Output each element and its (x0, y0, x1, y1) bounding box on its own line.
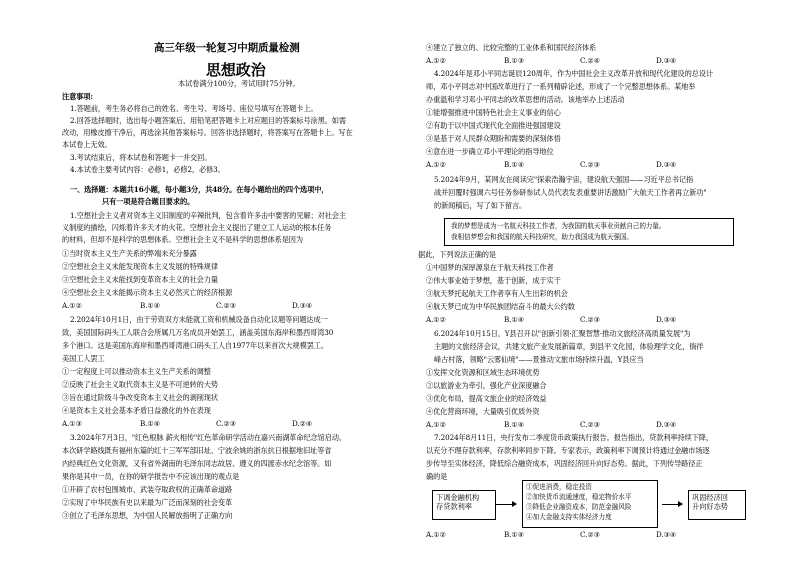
option: ③空想社会主义未能找到变革资本主义的社会力量 (62, 275, 218, 284)
question-text: 主题的文旅经济会议，共建文旅产业发展新篇章，到县平文化园，体验理学文化，徜徉 (434, 342, 704, 351)
notice-line: 3.考试结束后，将本试卷和答题卡一并交回。 (70, 153, 212, 162)
question-text: 6.2024年10月15日，Y县召开以"创新引领·汇聚智慧·推动文旅经济高质量发展"为 (434, 329, 691, 338)
notice-heading: 注意事项: (62, 92, 93, 101)
answer-d: D.③④ (292, 301, 313, 310)
section-heading: 一、选择题：本题共16小题，每小题3分，共48分。在每小题给出的四个选项中， (70, 185, 329, 194)
answer-b: B.①④ (504, 315, 525, 324)
question-text: 确的是 (426, 472, 448, 481)
subject-title: 思想政治 (206, 61, 266, 79)
diagram-step: ①促进消费，稳定投资 (526, 483, 592, 491)
option: ④空想社会主义未能揭示资本主义必然灭亡的经济根源 (62, 288, 233, 297)
answer-c: C.②③ (580, 530, 601, 539)
answer-b: B.①④ (504, 160, 525, 169)
answer-c: C.②③ (580, 160, 601, 169)
answer-b: B.①④ (504, 420, 525, 429)
answer-d: D.③④ (656, 56, 677, 65)
question-text: 1.空想社会主义者对资本主义旧制度的辛辣批判，包含着许多击中要害的见解；对社会主 (70, 211, 346, 220)
notice-line: 改动，用橡皮擦干净后，再选涂其他答案标号。回答非选择题时，将答案写在答题卡上。写在 (62, 128, 353, 137)
question-prompt: 据此，下列说法正确的是 (418, 250, 496, 259)
option: ④意在进一步确立邓小平理论的指导地位 (426, 147, 554, 156)
answer-c: C.②③ (580, 315, 601, 324)
answer-d: D.③④ (656, 530, 677, 539)
quote-line: 我相信梦想会和我国的航天科技研究，助力我国成为航天强国。 (451, 233, 633, 241)
section-heading-2: 只有一项是符合题目要求的。 (102, 197, 195, 206)
question-text: 7.2024年8月11日，央行发布二季度货币政策执行报告。报告指出，贷款利率持续下降， (434, 433, 713, 442)
arrow-icon (496, 504, 516, 505)
answer-a: A.①② (426, 420, 446, 429)
answer-c: C.②④ (580, 56, 601, 65)
option: ②伟大事业始于梦想，基于创新，成于实干 (426, 276, 561, 285)
question-text: 果你是其中一员，在你的研学报告中不应该出现的观点是 (62, 472, 240, 481)
question-text: 的材料，但却不是科学的思想体系。空想社会主义不是科学的思想体系是因为 (62, 235, 303, 244)
answer-b: B.①③ (504, 56, 525, 65)
answer-b: B.①④ (140, 301, 161, 310)
question-text: 多个港口。这是美国东海岸和墨西哥湾港口码头工人自1977年以来首次大规模罢工。 (62, 341, 328, 350)
option: ③创立了毛泽东思想，为中国人民解放指明了正确方向 (62, 511, 233, 520)
option: ②空想社会主义未能发现资本主义发展的特殊规律 (62, 262, 218, 271)
option: ①中国梦的深厚源泉在于航天科技工作者 (426, 263, 554, 272)
diagram-start-line: 下调金融机构 (436, 493, 480, 502)
answer-a: A.①③ (62, 419, 82, 428)
option: ①开辟了农村包围城市、武装夺取政权的正确革命道路 (62, 485, 233, 494)
answer-d: D.③④ (656, 315, 677, 324)
option: ④是资本主义社会基本矛盾日益激化的外在表现 (62, 406, 211, 415)
option: ④优化营商环境，大量吸引优质外资 (426, 407, 540, 416)
answer-c: C.②③ (216, 419, 237, 428)
answer-d: D.③④ (656, 420, 677, 429)
question-text: 义制度的描绘，闪烁着许多天才的火花。空想社会主义提出了建立工人运动的根本任务 (62, 223, 332, 232)
option: ③旨在通过阶级斗争改变资本主义社会的剥削现状 (62, 393, 218, 402)
option: ④建立了独立的、比较完整的工业体系和国民经济体系 (426, 43, 597, 52)
option: ②有助于以中国式现代化全面推进强国建设 (426, 121, 561, 130)
diagram-step: ④加大金融支持实体经济力度 (526, 513, 612, 521)
diagram-start-line: 存贷款利率 (436, 502, 472, 511)
question-text: 战并回覆时强调六号任务参研参试人员代表发表重要讲话激励广大航天工作者再立新功" (434, 188, 707, 197)
answer-c: C.②③ (216, 301, 237, 310)
question-text: 的新闻稿后，写了如下留言。 (434, 201, 527, 210)
notice-line: 本试卷上无效。 (62, 140, 112, 149)
answer-a: A.①② (426, 56, 446, 65)
answer-d: D.②④ (292, 419, 313, 428)
question-text: 以充分不理存款利率，存款利率同步下降。专家表示，政策利率下调预计将通过金融市场逐 (426, 446, 710, 455)
question-text: 5.2024年9月，某网友在阅读完"探索浩瀚宇宙，建设航天强国——习近平总书记指 (434, 175, 694, 184)
diagram-step: ②加快货币流通速度，稳定物价水平 (526, 493, 632, 501)
question-text: 3.2024年7月3日，"红色根脉 薪火相传"红色革命研学活动在嘉兴南湖革命纪念馆启动。 (70, 433, 346, 442)
diagram-step: ③降低企业融资成本，防范金融风险 (526, 503, 632, 511)
answer-b: B.①④ (504, 530, 525, 539)
answer-a: A.①② (426, 160, 446, 169)
question-text: 师，邓小平同志对中国改革进行了一系列精辟论述，形成了一个完整思想体系。某地举 (426, 82, 696, 91)
answer-c: C.②③ (580, 420, 601, 429)
diagram-start-box (432, 490, 496, 520)
notice-line: 2.回答选择题时，选出每小题答案后，用铅笔把答题卡上对应题目的答案标号涂黑。如需 (70, 116, 346, 125)
option: ④航天梦已成为中华民族团结奋斗的最大公约数 (426, 302, 575, 311)
answer-b: B.①④ (140, 419, 161, 428)
diagram-end-line: 升向好态势 (692, 502, 728, 511)
notice-line: 1.答题前，考生务必将自己的姓名、考生号、考场号、座位号填写在答题卡上。 (70, 104, 318, 113)
notice-line: 4.本试卷主要考试内容：必修1，必修2，必修3。 (70, 165, 225, 174)
quote-line: 我的梦想是成为一名航天科技工作者，为我国的航天事业贡献自己的力量。 (451, 222, 666, 230)
option: ②实现了中华民族有史以来最为广泛而深刻的社会变革 (62, 498, 233, 507)
option: ③航天梦托起航天工作者享有人生出彩的机会 (426, 289, 568, 298)
question-text: 致，美国国际码头工人联合会所属几万名成员开始罢工，涵盖美国东海岸和墨西哥湾30 (62, 328, 334, 337)
arrow-icon (662, 504, 682, 505)
quote-box (444, 218, 734, 246)
question-text: 4.2024年是邓小平同志诞辰120周年，作为中国社会主义改革开放和现代化建设的总设计 (434, 69, 713, 78)
answer-a: A.①② (426, 315, 446, 324)
option: ③是基于对人民群众期盼和需要的深刻体悟 (426, 134, 561, 143)
diagram-middle-box (522, 480, 658, 528)
question-text: 办重温和学习邓小平同志的改革思想的活动。该地举办上述活动 (426, 95, 625, 104)
option: ①能增强推进中国特色社会主义事业的信心 (426, 108, 561, 117)
option: ①发挥文化资源和区域生态环境优势 (426, 368, 540, 377)
option: ②以旅游业为牵引，强化产业深度融合 (426, 381, 547, 390)
question-text: 本次研学路线既有福州东篇的红十三军军部旧址、宁波余姚的浙东抗日根据地旧址等省 (62, 446, 332, 455)
exam-info: 本试卷满分100分，考试用时75分钟。 (178, 79, 300, 88)
diagram-end-box (688, 490, 746, 520)
exam-title: 高三年级一轮复习中期质量检测 (154, 42, 300, 54)
answer-a: A.①② (426, 530, 446, 539)
question-text: 美国工人罢工 (62, 354, 105, 363)
answer-d: D.③④ (656, 160, 677, 169)
question-text: 步传导至实体经济，降低综合融资成本，巩固经济回升向好态势。据此，下列传导路径正 (426, 459, 703, 468)
diagram-end-line: 巩固经济回 (692, 493, 728, 502)
option: ①一定程度上可以推动资本主义生产关系的调整 (62, 367, 211, 376)
question-text: 内经典红色文化资源，又有省外湖南的毛泽东同志故居、遵义的四渡赤水纪念馆等。如 (62, 459, 332, 468)
option: ③优化布局，提高文旅企业的经济效益 (426, 394, 547, 403)
question-text: 2.2024年10月1日，由于劳资双方未能就工资和机械设备自动化议题等问题达成一 (70, 315, 328, 324)
question-text: 峰古村落，领略"云雾仙境"——景推动文旅市场持续升温，Y县应当 (434, 355, 644, 364)
option: ②反映了社会主义取代资本主义是不可逆转的大势 (62, 380, 218, 389)
option: ①当时资本主义生产关系的弊端未充分暴露 (62, 249, 197, 258)
answer-a: A.①② (62, 301, 82, 310)
